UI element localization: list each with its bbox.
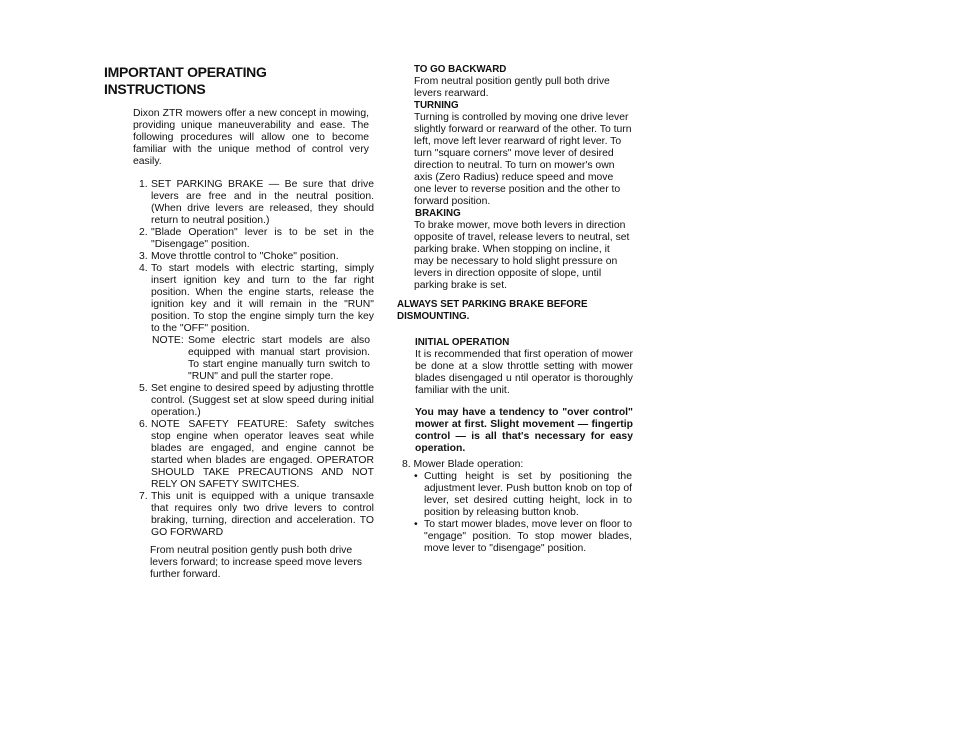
turning-heading: TURNING [414,100,459,111]
forward-text: From neutral position gently push both drive levers forward; to increase speed move levers further forward. [150,545,362,580]
steps-list-continued [104,383,374,539]
parking-brake-warning: ALWAYS SET PARKING BRAKE BEFORE DISMOUNTING. [397,299,588,322]
braking-heading: BRAKING [415,208,461,219]
backward-text: From neutral position gently pull both drive levers rearward. [414,76,610,99]
step-text: To start models with electric starting, simply insert ignition key and turn to the far right position. When the engine starts, release the ignition key and it will remain in the "RUN" position. To stop the engine simply turn the key to the "OFF" position. [151,263,374,334]
braking-text: To brake mower, move both levers in direction opposite of travel, release levers to neutral, set parking brake. When stopping on incline, it may be necessary to hold slight pressure on levers in direction opposite of slope, until parking brake is set. [414,220,630,291]
step-text: Move throttle control to "Choke" position. [151,251,339,262]
left-column [104,64,374,581]
step-text: SET PARKING BRAKE — Be sure that drive levers are free and in the neutral position. (When drive levers are released, they should return to neutral position.) [151,179,374,226]
step-number: 6. [139,419,148,430]
bullet-item [414,471,632,519]
step-2 [139,227,374,251]
step-number: 2. [139,227,148,238]
step-number: 7. [139,491,148,502]
step-4 [139,263,374,335]
initial-operation-heading: INITIAL OPERATION [415,337,510,348]
step-text: NOTE SAFETY FEATURE: Safety switches stop engine when operator leaves seat while blades are engaged, and engine cannot be started when blades are engaged. OPERATOR SHOULD TAKE PRECAUTIONS AND NOT RELY ON SAFETY SWITCHES. [151,419,374,490]
step-3 [139,251,374,263]
bullet-text: Cutting height is set by positioning the adjustment lever. Push button knob on top of lever, set desired cutting height, lock in to position by releasing button knob. [424,471,632,518]
initial-operation-text: It is recommended that first operation of mower be done at a slow throttle setting with mower blades disengaged u ntil operator is thoroughly familiar with the unit. [415,349,633,396]
backward-heading: TO GO BACKWARD [414,64,507,75]
over-control-warning: You may have a tendency to "over control" mower at first. Slight movement — fingertip control — is all that's necessary for easy operation. [415,407,633,454]
step-number: 1. [139,179,148,190]
step-8-heading: 8. Mower Blade operation: [402,459,524,470]
note-block [152,335,374,383]
bullet-item [414,519,632,555]
page-title: IMPORTANT OPERATING INSTRUCTIONS [104,64,267,97]
step-6 [139,419,374,491]
step-number: 4. [139,263,148,274]
step-1 [139,179,374,227]
step-5 [139,383,374,419]
note-text: Some electric start models are also equipped with manual start provision. To start engine manually turn switch to "RUN" and pull the starter rope. [188,335,370,382]
right-column [397,64,637,555]
step-text: "Blade Operation" lever is to be set in the "Disengage" position. [151,227,374,250]
steps-list [104,179,374,335]
bullet-text: To start mower blades, move lever on floor to "engage" position. To stop mower blades, move lever to "disengage" position. [424,519,632,554]
step-text: Set engine to desired speed by adjusting throttle control. (Suggest set at slow speed during initial operation.) [151,383,374,418]
step-number: 5. [139,383,148,394]
bullet-mark: • [414,471,418,482]
note-label: NOTE: [152,335,184,346]
turning-text: Turning is controlled by moving one drive lever slightly forward or rearward of the other. To turn left, move left lever rearward of right lever. To turn "square corners" move lever of desired direction to neutral. To turn on mower's own axis (Zero Radius) reduce speed and move one lever to reverse position and the other to forward position. [414,112,632,207]
bullet-mark: • [414,519,418,530]
step-number: 3. [139,251,148,262]
step-text: This unit is equipped with a unique transaxle that requires only two drive levers to control braking, turning, direction and acceleration. TO GO FORWARD [151,491,374,538]
step-7 [139,491,374,539]
intro-paragraph: Dixon ZTR mowers offer a new concept in mowing, providing unique maneuverability and ease. The following procedures will allow one to become familiar with the unique method of control very easily. [133,108,369,167]
